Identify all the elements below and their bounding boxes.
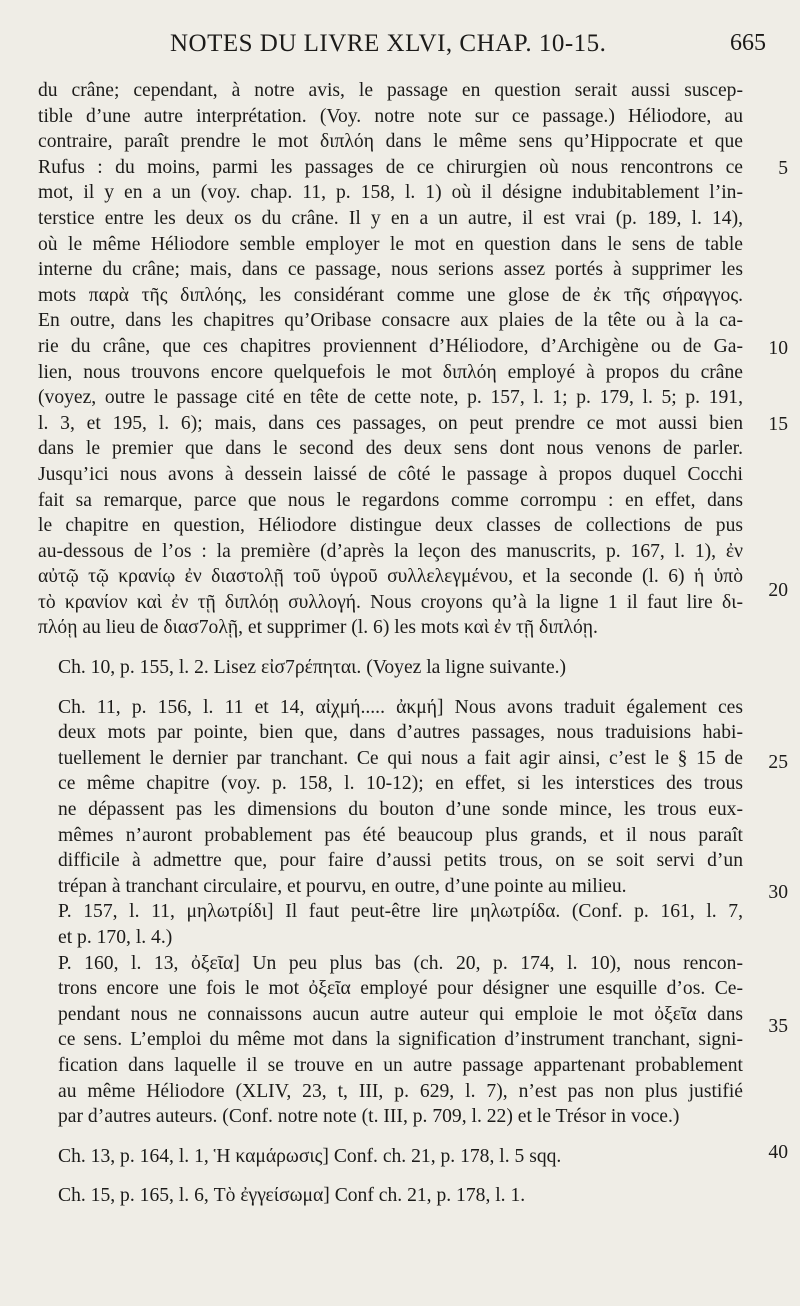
note-p160: [38, 951, 743, 1130]
note-ch13: [38, 1144, 743, 1170]
line-number-margin: 30: [768, 882, 788, 903]
text-line: (voyez, outre le passage cité en tête de cette note, p. 157, l. 1; p. 179, l. 5; p. 191,: [38, 387, 743, 409]
line-number-margin: 35: [768, 1016, 788, 1037]
page-body: [38, 78, 743, 1209]
text-line: πλόῃ au lieu de διασ7ολῇ, et supprimer (l. 6) les mots καὶ ἐν τῇ διπλόῃ.: [38, 617, 598, 639]
text-line: difficile à admettre que, pour faire d’aussi petits trous, on se soit servi d’un: [58, 850, 743, 872]
text-line: deux mots par pointe, bien que, dans d’autres passages, nous traduisions habi-: [58, 722, 743, 744]
text-line: fication dans laquelle il se trouve en un autre passage appartenant probablement: [58, 1054, 743, 1076]
text-line: par d’autres auteurs. (Conf. notre note (t. III, p. 709, l. 22) et le Trésor in voce.): [58, 1106, 680, 1128]
text-line: l. 3, et 195, l. 6); mais, dans ces passages, on peut prendre ce mot aussi bien: [38, 412, 743, 434]
text-line: du crâne; cependant, à notre avis, le passage en question serait aussi suscep-: [38, 80, 743, 101]
text-line: αὐτῷ τῷ κρανίῳ ἐν διαστολῇ τοῦ ὑγροῦ συλλελεγμένου, et la seconde (l. 6) ἡ ὑπὸ: [38, 566, 743, 588]
text-line: le chapitre en question, Héliodore distingue deux classes de collections de pus: [38, 515, 743, 537]
text-line: En outre, dans les chapitres qu’Oribase consacre aux plaies de la tête ou à la ca-: [38, 310, 743, 332]
running-title: NOTES DU LIVRE XLVI, CHAP. 10-15.: [170, 30, 607, 57]
line-number-margin: 15: [768, 414, 788, 435]
text-line: dans le premier que dans le second des deux sens dont nous venons de parler.: [38, 438, 743, 460]
text-line: Ch. 10, p. 155, l. 2. Lisez εἰσ7ρέπηται. (Voyez la ligne suivante.): [58, 657, 567, 679]
text-line: ce même chapitre (voy. p. 158, l. 10-12); en effet, si les interstices des trous: [58, 773, 743, 795]
note-ch15: [38, 1183, 743, 1209]
text-line: rie du crâne, que ces chapitres proviennent d’Héliodore, d’Archigène ou de Ga-: [38, 335, 743, 357]
note-paragraph-diploe: [38, 78, 743, 641]
note-p157: [38, 899, 743, 950]
note-ch10: [38, 655, 743, 681]
text-line: trépan à tranchant circulaire, et pourvu, en outre, d’une pointe au milieu.: [58, 875, 627, 897]
text-line: au-dessous de l’os : la première (d’après la leçon des manuscrits, p. 167, l. 1), ἐν: [38, 540, 743, 562]
text-line: Ch. 11, p. 156, l. 11 et 14, αἰχμή..... ἀκμή] Nous avons traduit également ces: [58, 696, 743, 718]
line-number-margin: 25: [768, 752, 788, 773]
text-line: mêmes n’auront probablement pas été beaucoup plus grands, et il nous paraît: [58, 824, 743, 846]
text-line: et p. 170, l. 4.): [58, 927, 173, 948]
text-line: tible d’une autre interprétation. (Voy. notre note sur ce passage.) Héliodore, au: [38, 105, 743, 127]
text-line: Rufus : du moins, parmi les passages de ce chirurgien où nous rencontrons ce: [38, 156, 743, 178]
note-ch11: [38, 695, 743, 900]
text-line: au même Héliodore (XLIV, 23, t, III, p. 629, l. 7), n’est pas non plus justifié: [58, 1080, 743, 1102]
text-line: P. 160, l. 13, ὀξεῖα] Un peu plus bas (ch. 20, p. 174, l. 10), nous rencon-: [58, 952, 743, 974]
text-line: mots παρὰ τῆς διπλόης, les considérant comme une glose de ἐκ τῆς σήραγγος.: [38, 284, 743, 306]
text-line: interne du crâne; mais, dans ce passage, nous serions assez portés à supprimer les: [38, 259, 743, 281]
text-line: terstice entre les deux os du crâne. Il y en a un autre, il est vrai (p. 189, l. 14),: [38, 207, 743, 229]
text-line: fait sa remarque, parce que nous le regardons comme corrompu : en effet, dans: [38, 489, 743, 511]
text-line: lien, nous trouvons encore quelquefois le mot διπλόη employé à propos du crâne: [38, 361, 743, 383]
page-header: [0, 24, 800, 64]
line-number-margin: 40: [768, 1142, 788, 1163]
line-number-margin: 10: [768, 338, 788, 359]
text-line: trons encore une fois le mot ὀξεῖα employé pour désigner une esquille d’os. Ce-: [58, 978, 743, 1000]
text-line: mot, il y en a un (voy. chap. 11, p. 158, l. 1) où il désigne indubitablement l’in-: [38, 182, 743, 204]
text-line: Jusqu’ici nous avons à dessein laissé de côté le passage à propos duquel Cocchi: [38, 463, 743, 485]
text-line: ce sens. L’emploi du même mot dans la signification d’instrument tranchant, signi-: [58, 1029, 743, 1051]
text-line: P. 157, l. 11, μηλωτρίδι] Il faut peut-être lire μηλωτρίδα. (Conf. p. 161, l. 7,: [58, 901, 743, 923]
text-line: Ch. 15, p. 165, l. 6, Τὸ ἐγγείσωμα] Conf ch. 21, p. 178, l. 1.: [58, 1185, 526, 1207]
text-line: tuellement le dernier par tranchant. Ce qui nous a fait agir ainsi, c’est le § 15 de: [58, 747, 743, 769]
page-number: 665: [730, 30, 766, 56]
text-line: Ch. 13, p. 164, l. 1, Ἡ καμάρωσις] Conf. ch. 21, p. 178, l. 5 sqq.: [58, 1145, 562, 1167]
line-number-margin: 20: [768, 580, 788, 601]
line-number-margin: 5: [778, 158, 788, 179]
text-line: pendant nous ne connaissons aucun autre auteur qui emploie le mot ὀξεῖα dans: [58, 1003, 743, 1025]
text-line: τὸ κρανίον καὶ ἐν τῇ διπλόῃ συλλογή. Nous croyons qu’à la ligne 1 il faut lire δι-: [38, 591, 743, 613]
text-line: où le même Héliodore semble employer le mot en question dans le sens de table: [38, 233, 743, 255]
text-line: contraire, paraît prendre le mot διπλόη dans le même sens qu’Hippocrate et que: [38, 131, 743, 153]
text-line: ne dépassent pas les dimensions du bouton d’une sonde mince, les trous eux-: [58, 799, 743, 821]
